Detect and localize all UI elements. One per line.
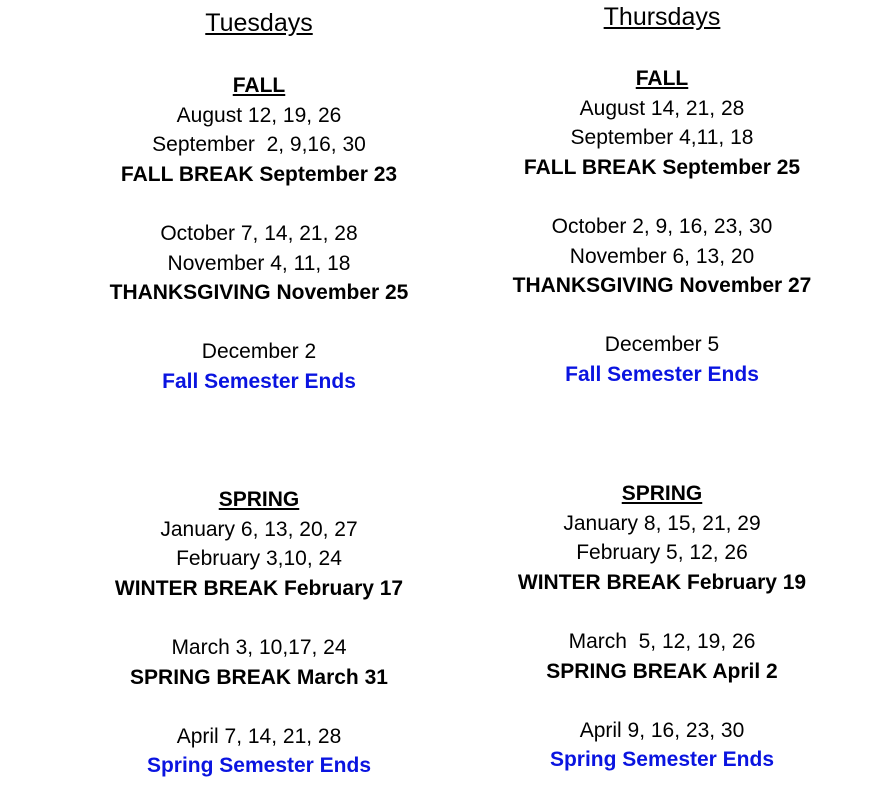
semester-end-line: Fall Semester Ends <box>565 362 759 386</box>
schedule-line: November 6, 13, 20 <box>569 244 755 268</box>
schedule-line: December 5 <box>604 333 720 357</box>
schedule-line: April 7, 14, 21, 28 <box>176 724 342 748</box>
schedule-line: October 2, 9, 16, 23, 30 <box>551 214 773 238</box>
spacer <box>442 182 880 212</box>
spacer <box>442 597 880 627</box>
schedule-line: November 4, 11, 18 <box>167 251 351 275</box>
break-line: SPRING BREAK April 2 <box>546 659 778 683</box>
break-line: WINTER BREAK February 17 <box>114 576 404 600</box>
fall-heading: FALL <box>635 67 689 90</box>
tuesdays-spring-section <box>39 485 479 781</box>
schedule-line: March 3, 10,17, 24 <box>171 635 347 659</box>
spacer <box>39 308 479 338</box>
spacer <box>442 301 880 331</box>
break-line: FALL BREAK September 23 <box>120 162 398 186</box>
schedule-line: February 3,10, 24 <box>176 547 342 571</box>
fall-heading: FALL <box>232 74 286 97</box>
break-line: THANKSGIVING November 27 <box>512 274 812 298</box>
spacer <box>442 686 880 716</box>
schedule-line: January 8, 15, 21, 29 <box>563 511 761 535</box>
thursdays-spring-section <box>442 479 880 775</box>
semester-end-line: Spring Semester Ends <box>146 754 372 778</box>
tuesdays-fall-section <box>39 71 479 397</box>
schedule-line: October 7, 14, 21, 28 <box>160 221 358 245</box>
spring-heading: SPRING <box>621 482 703 505</box>
break-line: THANKSGIVING November 25 <box>109 281 409 305</box>
spring-heading: SPRING <box>218 488 300 511</box>
spacer <box>39 603 479 633</box>
schedule-line: August 12, 19, 26 <box>176 103 342 127</box>
break-line: FALL BREAK September 25 <box>523 155 801 179</box>
spacer <box>39 189 479 219</box>
schedule-line: February 5, 12, 26 <box>576 541 748 565</box>
break-line: SPRING BREAK March 31 <box>130 665 388 689</box>
semester-end-line: Spring Semester Ends <box>549 748 775 772</box>
tuesdays-title: Tuesdays <box>205 9 313 37</box>
schedule-line: April 9, 16, 23, 30 <box>579 718 745 742</box>
semester-end-line: Fall Semester Ends <box>162 369 356 393</box>
thursdays-title: Thursdays <box>603 3 721 31</box>
schedule-line: September 4,11, 18 <box>570 126 754 150</box>
spacer <box>39 692 479 722</box>
break-line: WINTER BREAK February 19 <box>517 570 807 594</box>
schedule-line: January 6, 13, 20, 27 <box>160 517 358 541</box>
schedule-line: December 2 <box>201 340 317 364</box>
thursdays-fall-section <box>442 64 880 390</box>
schedule-line: March 5, 12, 19, 26 <box>568 629 756 653</box>
schedule-line: September 2, 9,16, 30 <box>152 133 366 157</box>
schedule-line: August 14, 21, 28 <box>579 96 745 120</box>
